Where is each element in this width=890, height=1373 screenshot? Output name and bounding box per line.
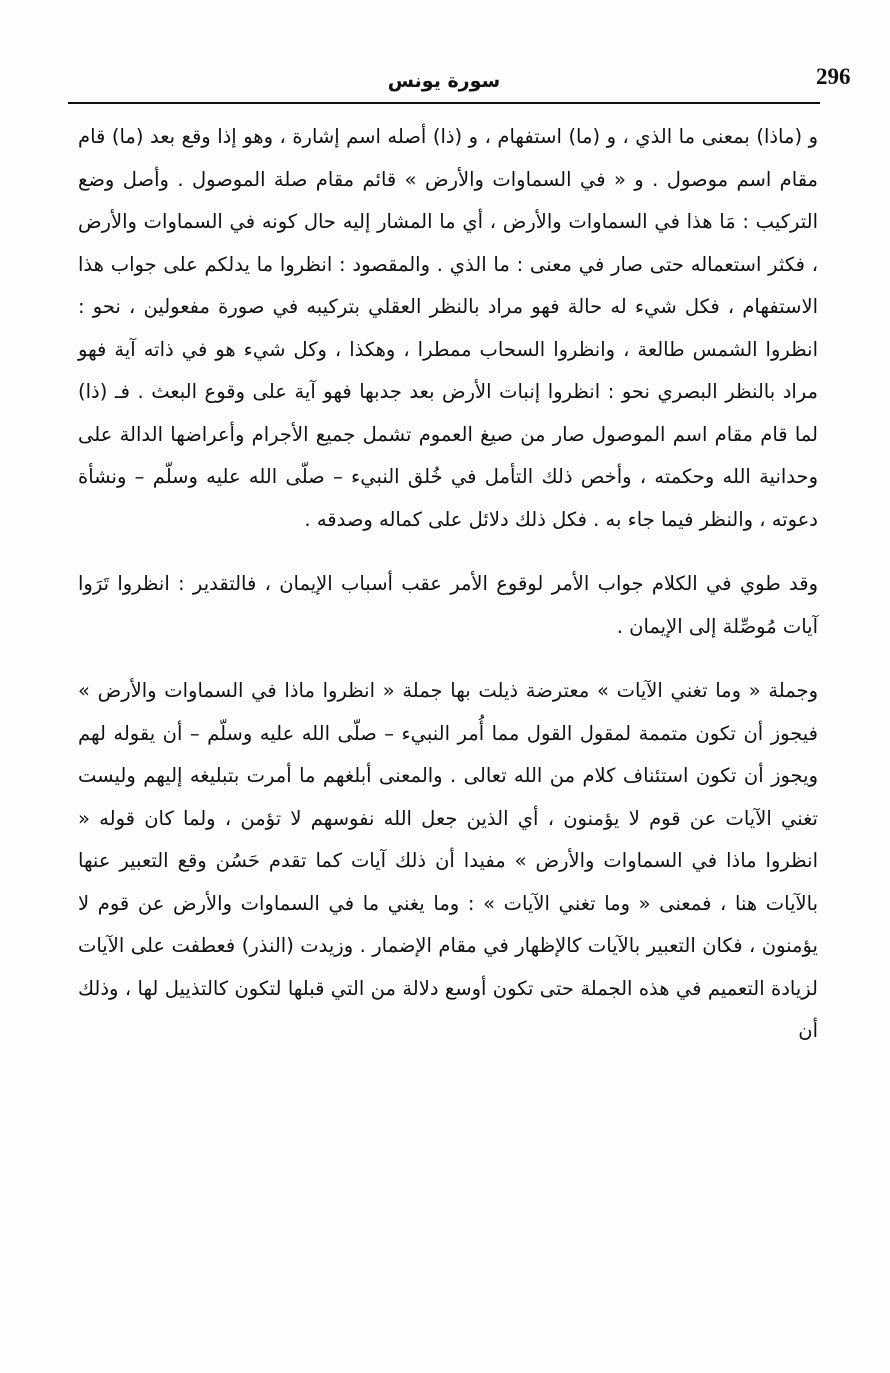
page-number: 296 [816, 64, 851, 89]
running-title: سورة يونس [387, 70, 501, 92]
paragraph: وجملة « وما تغني الآيات » معترضة ذيلت بها جملة « انظروا ماذا في السماوات والأرض » فيجوز أن تكون متممة لمقول القول مما أُمر النبيء – صلّى الله عليه وسلّم – أن يقوله لهم ويجوز أن تكون استئناف كلام من الله تعالى . والمعنى أبلغهم ما أمرت بتبليغه إليهم وليست تغني الآيات عن قوم لا يؤمنون ، أي الذين جعل الله نفوسهم لا تؤمن ، ولما كان قوله « انظروا ماذا في السماوات والأرض » مفيدا أن ذلك آيات كما تقدم حَسُن وقع التعبير عنها بالآيات هنا ، فمعنى « وما تغني الآيات » : وما يغني ما في السماوات والأرض عن قوم لا يؤمنون ، فكان التعبير بالآيات كالإظهار في مقام الإضمار . وزيدت (النذر) فعطفت على الآيات لزيادة التعميم في هذه الجملة حتى تكون أوسع دلالة من التي قبلها لتكون كالتذييل لها ، وذلك أن [78, 679, 818, 1042]
page-header [68, 62, 851, 104]
main-text [78, 116, 818, 1053]
paragraph: و (ماذا) بمعنى ما الذي ، و (ما) استفهام ، و (ذا) أصله اسم إشارة ، وهو إذا وقع بعد (ما) قام مقام اسم موصول . و « في السماوات والأرض » قائم مقام صلة الموصول . وأصل وضع التركيب : مَا هذا في السماوات والأرض ، أي ما المشار إليه حال كونه في السماوات والأرض ، فكثر استعماله حتى صار في معنى : ما الذي . والمقصود : انظروا ما يدلكم على جواب هذا الاستفهام ، فكل شيء له حالة فهو مراد بالنظر العقلي بتركيبه في صورة مفعولين ، نحو : انظروا الشمس طالعة ، وانظروا السحاب ممطرا ، وهكذا ، وكل شيء هو في ذاته آية فهو مراد بالنظر البصري نحو : انظروا إنبات الأرض بعد جدبها فهو آية على وقوع البعث . فـ (ذا) لما قام مقام اسم الموصول صار من صيغ العموم تشمل جميع الأجرام وأعراضها الدالة على وحدانية الله وحكمته ، وأخص ذلك التأمل في خُلق النبيء – صلّى الله عليه وسلّم – ونشأة دعوته ، والنظر فيما جاء به . فكل ذلك دلائل على كماله وصدقه . [78, 125, 818, 531]
paragraph: وقد طوي في الكلام جواب الأمر لوقوع الأمر عقب أسباب الإيمان ، فالتقدير : انظروا تَرَوا آيات مُوصِّلة إلى الإيمان . [78, 572, 818, 638]
